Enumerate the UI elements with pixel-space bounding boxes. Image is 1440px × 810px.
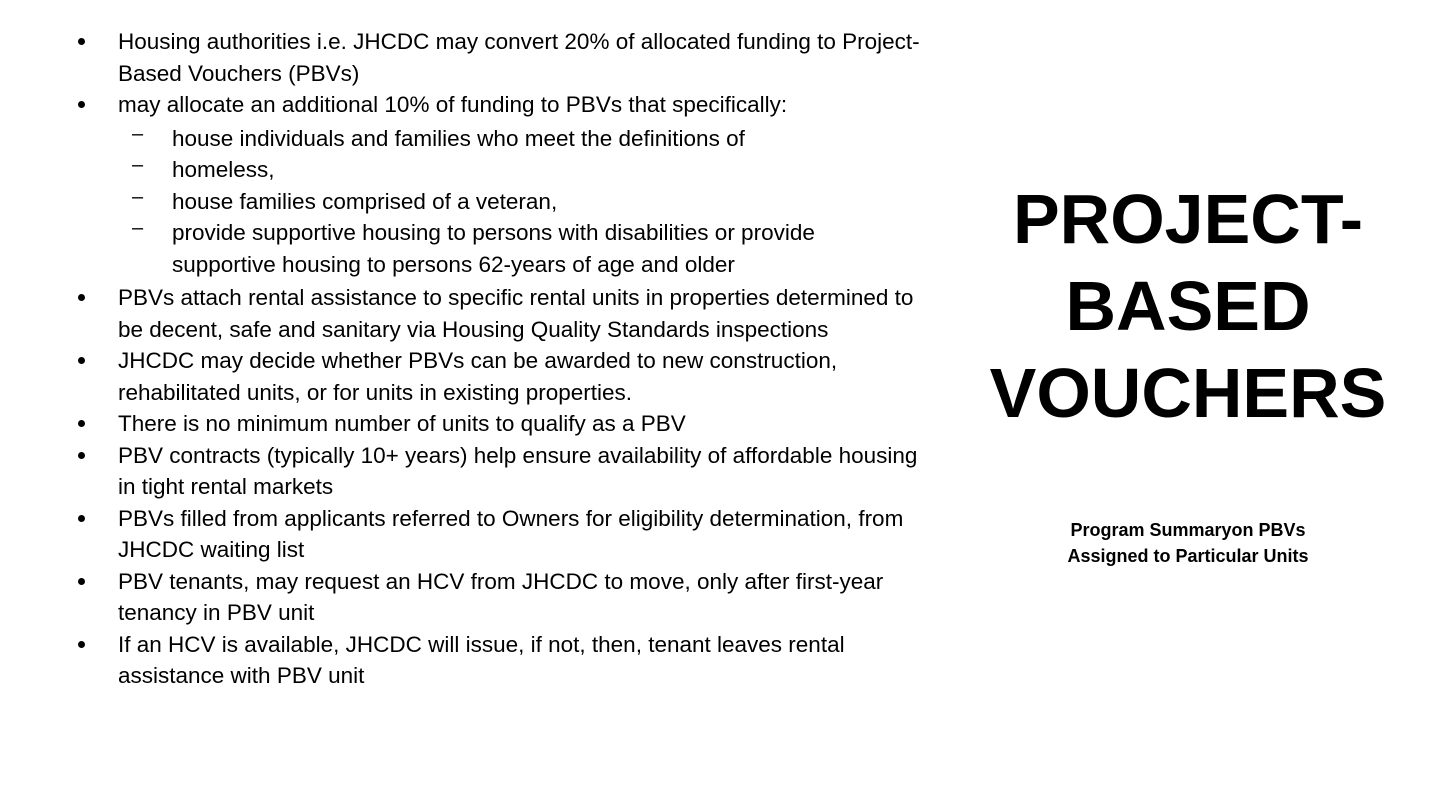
bullet-item (60, 503, 930, 566)
bullet-text: PBV tenants, may request an HCV from JHCDC to move, only after first-year tenancy in PBV unit (118, 568, 884, 625)
title-panel (960, 176, 1416, 569)
bullet-text: There is no minimum number of units to qualify as a PBV (118, 411, 686, 436)
page-subtitle (960, 517, 1416, 569)
sub-item (118, 217, 930, 280)
dash-icon: – (132, 217, 144, 239)
title-line: BASED (1065, 267, 1311, 345)
bullet-dot-icon (78, 515, 85, 522)
bullet-item (60, 345, 930, 408)
dash-icon: – (132, 122, 144, 145)
sub-item (118, 123, 930, 155)
bullet-item (60, 566, 930, 629)
bullet-text: PBVs attach rental assistance to specific rental units in properties determined to be decent, safe and sanitary via Housing Quality Standards inspections (118, 285, 914, 342)
bullet-dot-icon (78, 38, 85, 45)
bullet-text: Housing authorities i.e. JHCDC may convert 20% of allocated funding to Project-Based Vouchers (PBVs) (118, 29, 920, 86)
sub-list (118, 123, 930, 281)
sub-text: house individuals and families who meet the definitions of (172, 125, 745, 151)
bullet-list (60, 26, 930, 692)
bullet-item (60, 440, 930, 503)
sub-text: homeless, (172, 157, 275, 182)
bullet-dot-icon (78, 578, 85, 585)
bullet-item (60, 282, 930, 345)
sub-text: provide supportive housing to persons with disabilities or provide supportive housing to persons 62-years of age and older (172, 220, 815, 277)
sub-item (118, 154, 930, 186)
bullet-text: PBVs filled from applicants referred to Owners for eligibility determination, from JHCDC waiting list (118, 505, 904, 562)
subtitle-line: Assigned to Particular Units (1067, 546, 1309, 566)
bullet-dot-icon (78, 641, 85, 648)
sub-text: house families comprised of a veteran, (172, 188, 558, 214)
bullet-text: may allocate an additional 10% of funding to PBVs that specifically: (118, 92, 788, 117)
subtitle-line: Program Summaryon PBVs (1070, 520, 1306, 540)
title-line: PROJECT- (1012, 180, 1364, 258)
bullet-dot-icon (78, 357, 85, 364)
page-title (960, 176, 1416, 437)
bullet-dot-icon (78, 452, 85, 459)
bullet-text: PBV contracts (typically 10+ years) help ensure availability of affordable housing in tight rental markets (118, 442, 918, 499)
sub-item (118, 186, 930, 218)
title-line: VOUCHERS (989, 354, 1387, 432)
bullet-content (60, 26, 930, 692)
bullet-dot-icon (78, 101, 85, 108)
bullet-text: If an HCV is available, JHCDC will issue, if not, then, tenant leaves rental assistance with PBV unit (118, 631, 845, 688)
dash-icon: – (132, 154, 144, 176)
bullet-item (60, 89, 930, 280)
bullet-item (60, 629, 930, 692)
bullet-dot-icon (78, 294, 85, 301)
dash-icon: – (132, 185, 144, 208)
bullet-text: JHCDC may decide whether PBVs can be awarded to new construction, rehabilitated units, or for units in existing properties. (118, 348, 838, 405)
bullet-dot-icon (78, 420, 85, 427)
bullet-item (60, 408, 930, 440)
bullet-item (60, 26, 930, 89)
